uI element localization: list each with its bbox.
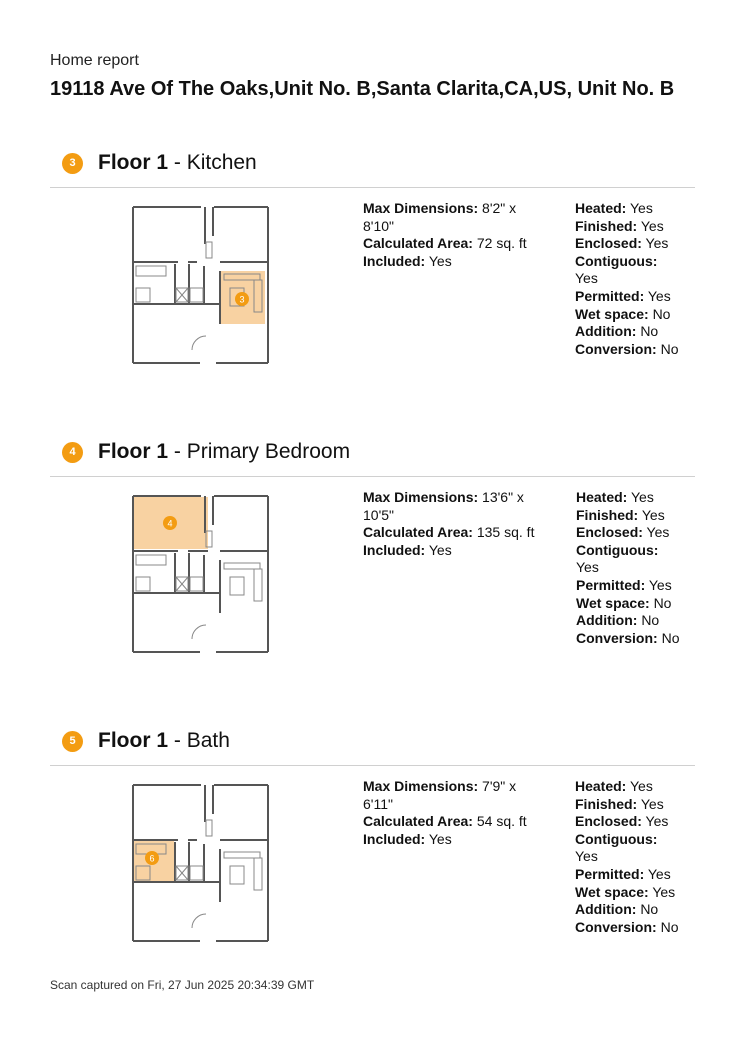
wet-space-value: No	[653, 594, 672, 611]
floor-plan-svg	[130, 782, 272, 944]
room-header	[62, 150, 257, 176]
scan-timestamp: Scan captured on Fri, 27 Jun 2025 20:34:39 GMT	[50, 978, 315, 992]
contiguous-value: Yes	[575, 848, 598, 865]
room-marker-label: 6	[149, 853, 155, 864]
calculated-area-label: Calculated Area:	[363, 813, 473, 830]
finished-label: Finished:	[576, 506, 639, 523]
calculated-area-value: 135 sq. ft	[476, 524, 535, 541]
floor-plan-thumbnail	[130, 782, 272, 944]
dimensions-block	[363, 778, 543, 848]
contiguous-value: Yes	[575, 270, 598, 287]
calculated-area-label: Calculated Area:	[363, 235, 473, 252]
heated-label: Heated:	[575, 200, 627, 216]
room-section-primary-bedroom	[0, 439, 745, 709]
title-separator: -	[168, 440, 187, 463]
addition-label: Addition:	[575, 901, 637, 918]
finished-label: Finished:	[575, 795, 638, 812]
heated-value: Yes	[631, 489, 654, 505]
conversion-label: Conversion:	[576, 629, 658, 646]
addition-value: No	[640, 323, 659, 340]
enclosed-label: Enclosed:	[575, 235, 642, 252]
room-marker-label: 3	[239, 294, 245, 305]
room-title	[98, 440, 350, 464]
calculated-area-value: 54 sq. ft	[476, 813, 527, 830]
enclosed-label: Enclosed:	[575, 813, 642, 830]
wet-space-label: Wet space:	[576, 594, 650, 611]
included-value: Yes	[428, 541, 452, 558]
permitted-label: Permitted:	[575, 287, 645, 304]
attributes-block	[575, 778, 695, 936]
max-dimensions-label: Max Dimensions:	[363, 200, 479, 216]
floor-plan-thumbnail	[130, 493, 272, 655]
room-section-kitchen	[0, 150, 745, 420]
addition-label: Addition:	[575, 323, 637, 340]
room-name: Bath	[186, 729, 230, 752]
report-address: 19118 Ave Of The Oaks,Unit No. B,Santa Clarita,CA,US, Unit No. B	[50, 78, 675, 100]
report-kicker: Home report	[50, 52, 139, 69]
conversion-label: Conversion:	[575, 918, 657, 935]
attributes-block	[576, 489, 696, 647]
max-dimensions-value: 8'2" x 8'10"	[363, 200, 517, 234]
finished-value: Yes	[640, 795, 664, 812]
room-floor: Floor 1	[98, 729, 169, 752]
title-separator: -	[168, 729, 187, 752]
room-header	[62, 728, 230, 754]
conversion-value: No	[661, 629, 680, 646]
max-dimensions-value: 13'6" x 10'5"	[363, 489, 524, 523]
room-title	[98, 151, 257, 175]
permitted-label: Permitted:	[576, 576, 646, 593]
conversion-value: No	[660, 918, 679, 935]
included-label: Included:	[363, 541, 426, 558]
conversion-value: No	[660, 340, 679, 357]
room-number-badge: 4	[62, 442, 83, 463]
permitted-value: Yes	[647, 287, 671, 304]
section-divider	[50, 476, 695, 477]
enclosed-value: Yes	[646, 524, 670, 541]
heated-label: Heated:	[575, 778, 627, 794]
included-value: Yes	[428, 830, 452, 847]
contiguous-label: Contiguous:	[576, 541, 659, 558]
floor-plan-thumbnail	[130, 204, 272, 366]
addition-value: No	[640, 901, 659, 918]
floor-plan-svg	[130, 493, 272, 655]
room-section-bath	[0, 728, 745, 998]
attributes-block	[575, 200, 695, 358]
permitted-value: Yes	[647, 865, 671, 882]
room-title	[98, 729, 230, 753]
included-label: Included:	[363, 830, 426, 847]
calculated-area-value: 72 sq. ft	[476, 235, 527, 252]
heated-value: Yes	[630, 778, 653, 794]
section-divider	[50, 187, 695, 188]
floor-plan-svg	[130, 204, 272, 366]
room-number-badge: 5	[62, 731, 83, 752]
section-divider	[50, 765, 695, 766]
enclosed-label: Enclosed:	[576, 524, 643, 541]
dimensions-block	[363, 200, 543, 270]
finished-value: Yes	[641, 506, 665, 523]
addition-label: Addition:	[576, 612, 638, 629]
room-floor: Floor 1	[98, 440, 169, 463]
finished-label: Finished:	[575, 217, 638, 234]
enclosed-value: Yes	[645, 235, 669, 252]
calculated-area-label: Calculated Area:	[363, 524, 473, 541]
permitted-value: Yes	[648, 576, 672, 593]
room-header	[62, 439, 350, 465]
included-value: Yes	[428, 252, 452, 269]
wet-space-label: Wet space:	[575, 305, 649, 322]
heated-label: Heated:	[576, 489, 628, 505]
dimensions-block	[363, 489, 543, 559]
contiguous-value: Yes	[576, 559, 599, 576]
wet-space-value: Yes	[652, 883, 676, 900]
contiguous-label: Contiguous:	[575, 252, 658, 269]
addition-value: No	[641, 612, 660, 629]
included-label: Included:	[363, 252, 426, 269]
title-separator: -	[168, 151, 187, 174]
room-marker-label: 4	[167, 518, 173, 529]
contiguous-label: Contiguous:	[575, 830, 658, 847]
max-dimensions-value: 7'9" x 6'11"	[363, 778, 517, 812]
room-floor: Floor 1	[98, 151, 169, 174]
max-dimensions-label: Max Dimensions:	[363, 489, 479, 505]
finished-value: Yes	[640, 217, 664, 234]
room-number-badge: 3	[62, 153, 83, 174]
wet-space-label: Wet space:	[575, 883, 649, 900]
heated-value: Yes	[630, 200, 653, 216]
max-dimensions-label: Max Dimensions:	[363, 778, 479, 794]
room-name: Primary Bedroom	[186, 440, 351, 463]
enclosed-value: Yes	[645, 813, 669, 830]
conversion-label: Conversion:	[575, 340, 657, 357]
wet-space-value: No	[652, 305, 671, 322]
room-name: Kitchen	[186, 151, 257, 174]
permitted-label: Permitted:	[575, 865, 645, 882]
